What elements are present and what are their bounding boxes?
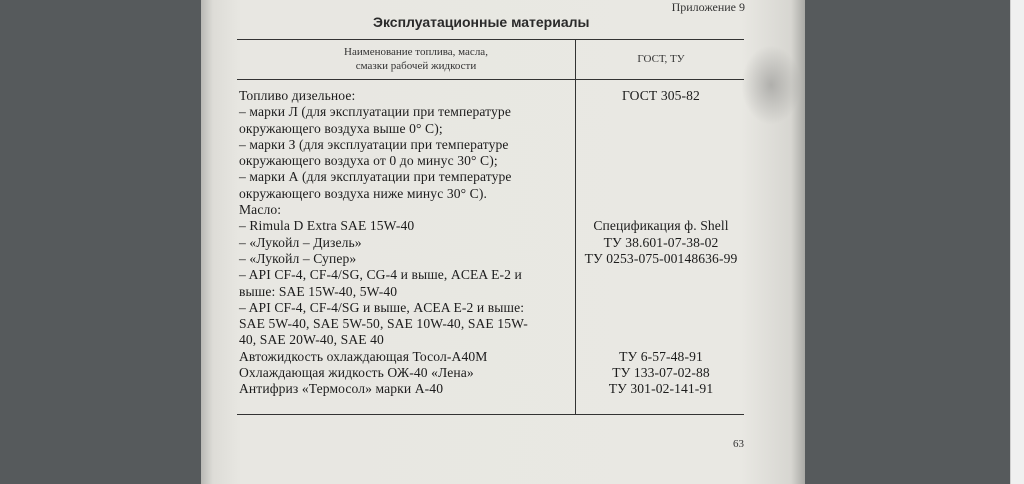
table-cell-standard <box>579 332 743 348</box>
page-number: 63 <box>733 438 744 450</box>
table-row-text: – API CF-4, CF-4/SG, CG-4 и выше, ACEA E-2 и <box>239 267 522 283</box>
table-row-text: 40, SAE 20W-40, SAE 40 <box>239 332 384 348</box>
table-cell-standard: ГОСТ 305-82 <box>622 88 700 103</box>
header-name-cell <box>271 45 561 73</box>
table-row-text: окружающего воздуха ниже минус 30° С). <box>239 185 487 201</box>
table-cell-standard <box>579 186 743 202</box>
table-cell-standard: ТУ 301-02-141-91 <box>608 381 714 397</box>
table-cell-standard: ТУ 6-57-48-91 <box>619 348 703 364</box>
header-name-line1: Наименование топлива, масла, <box>344 46 488 58</box>
table-cell-standard: Спецификация ф. Shell <box>593 218 729 234</box>
header-name-line2: смазки рабочей жидкости <box>355 60 477 72</box>
table-row-text: – «Лукойл – Супер» <box>239 250 357 266</box>
table-row-text: – API CF-4, CF-4/SG и выше, ACEA E-2 и выше: <box>239 299 525 315</box>
appendix-label: Приложение 9 <box>671 0 745 14</box>
table-cell-standard <box>579 104 743 120</box>
table-cell-standard <box>579 316 743 332</box>
table-cell-standard <box>579 267 743 283</box>
table-row-text: – «Лукойл – Дизель» <box>239 234 362 250</box>
viewer-scrollbar[interactable] <box>1010 0 1024 484</box>
table-cell-standard <box>579 300 743 316</box>
materials-column <box>239 88 571 398</box>
table-row-text: SAE 5W-40, SAE 5W-50, SAE 10W-40, SAE 15W- <box>239 316 528 332</box>
table-column-divider <box>575 40 576 414</box>
table-row-text: Автожидкость охлаждающая Тосол-А40М <box>239 348 488 364</box>
table-cell-standard <box>579 153 743 169</box>
table-header-rule <box>237 79 744 80</box>
table-row-text: Антифриз «Термосол» марки А-40 <box>239 381 444 397</box>
table-row-text: Масло: <box>239 202 282 218</box>
table-cell-standard <box>579 121 743 137</box>
table-cell-standard <box>579 202 743 218</box>
table-row-text: – марки Л (для эксплуатации при температуре <box>239 104 511 120</box>
table-row-text: – Rimula D Extra SAE 15W-40 <box>239 218 415 234</box>
standards-column <box>579 88 743 398</box>
table-row-text: Топливо дизельное: <box>239 88 356 103</box>
table-row-text: окружающего воздуха от 0 до минус 30° С); <box>239 153 498 169</box>
table-cell-standard <box>579 137 743 153</box>
table-row-text: выше: SAE 15W-40, 5W-40 <box>239 283 398 299</box>
table-row-text: окружающего воздуха выше 0° С); <box>239 120 443 136</box>
table-cell-standard: ТУ 38.601-07-38-02 <box>603 234 719 250</box>
table-cell-standard <box>579 169 743 185</box>
table-bottom-rule <box>237 414 744 415</box>
table-cell-standard: ТУ 0253-075-00148636-99 <box>584 250 738 266</box>
table-row-text: – марки А (для эксплуатации при температуре <box>239 169 512 185</box>
page-title: Эксплуатационные материалы <box>373 14 590 30</box>
scanned-page <box>201 0 805 484</box>
table-row-text: Охлаждающая жидкость ОЖ-40 «Лена» <box>239 365 474 381</box>
table-cell-standard <box>579 284 743 300</box>
table-top-rule <box>237 39 744 40</box>
table-cell-standard: ТУ 133-07-02-88 <box>612 365 710 381</box>
header-standard-cell: ГОСТ, ТУ <box>637 53 685 65</box>
table-row-text: – марки З (для эксплуатации при температуре <box>239 136 509 152</box>
